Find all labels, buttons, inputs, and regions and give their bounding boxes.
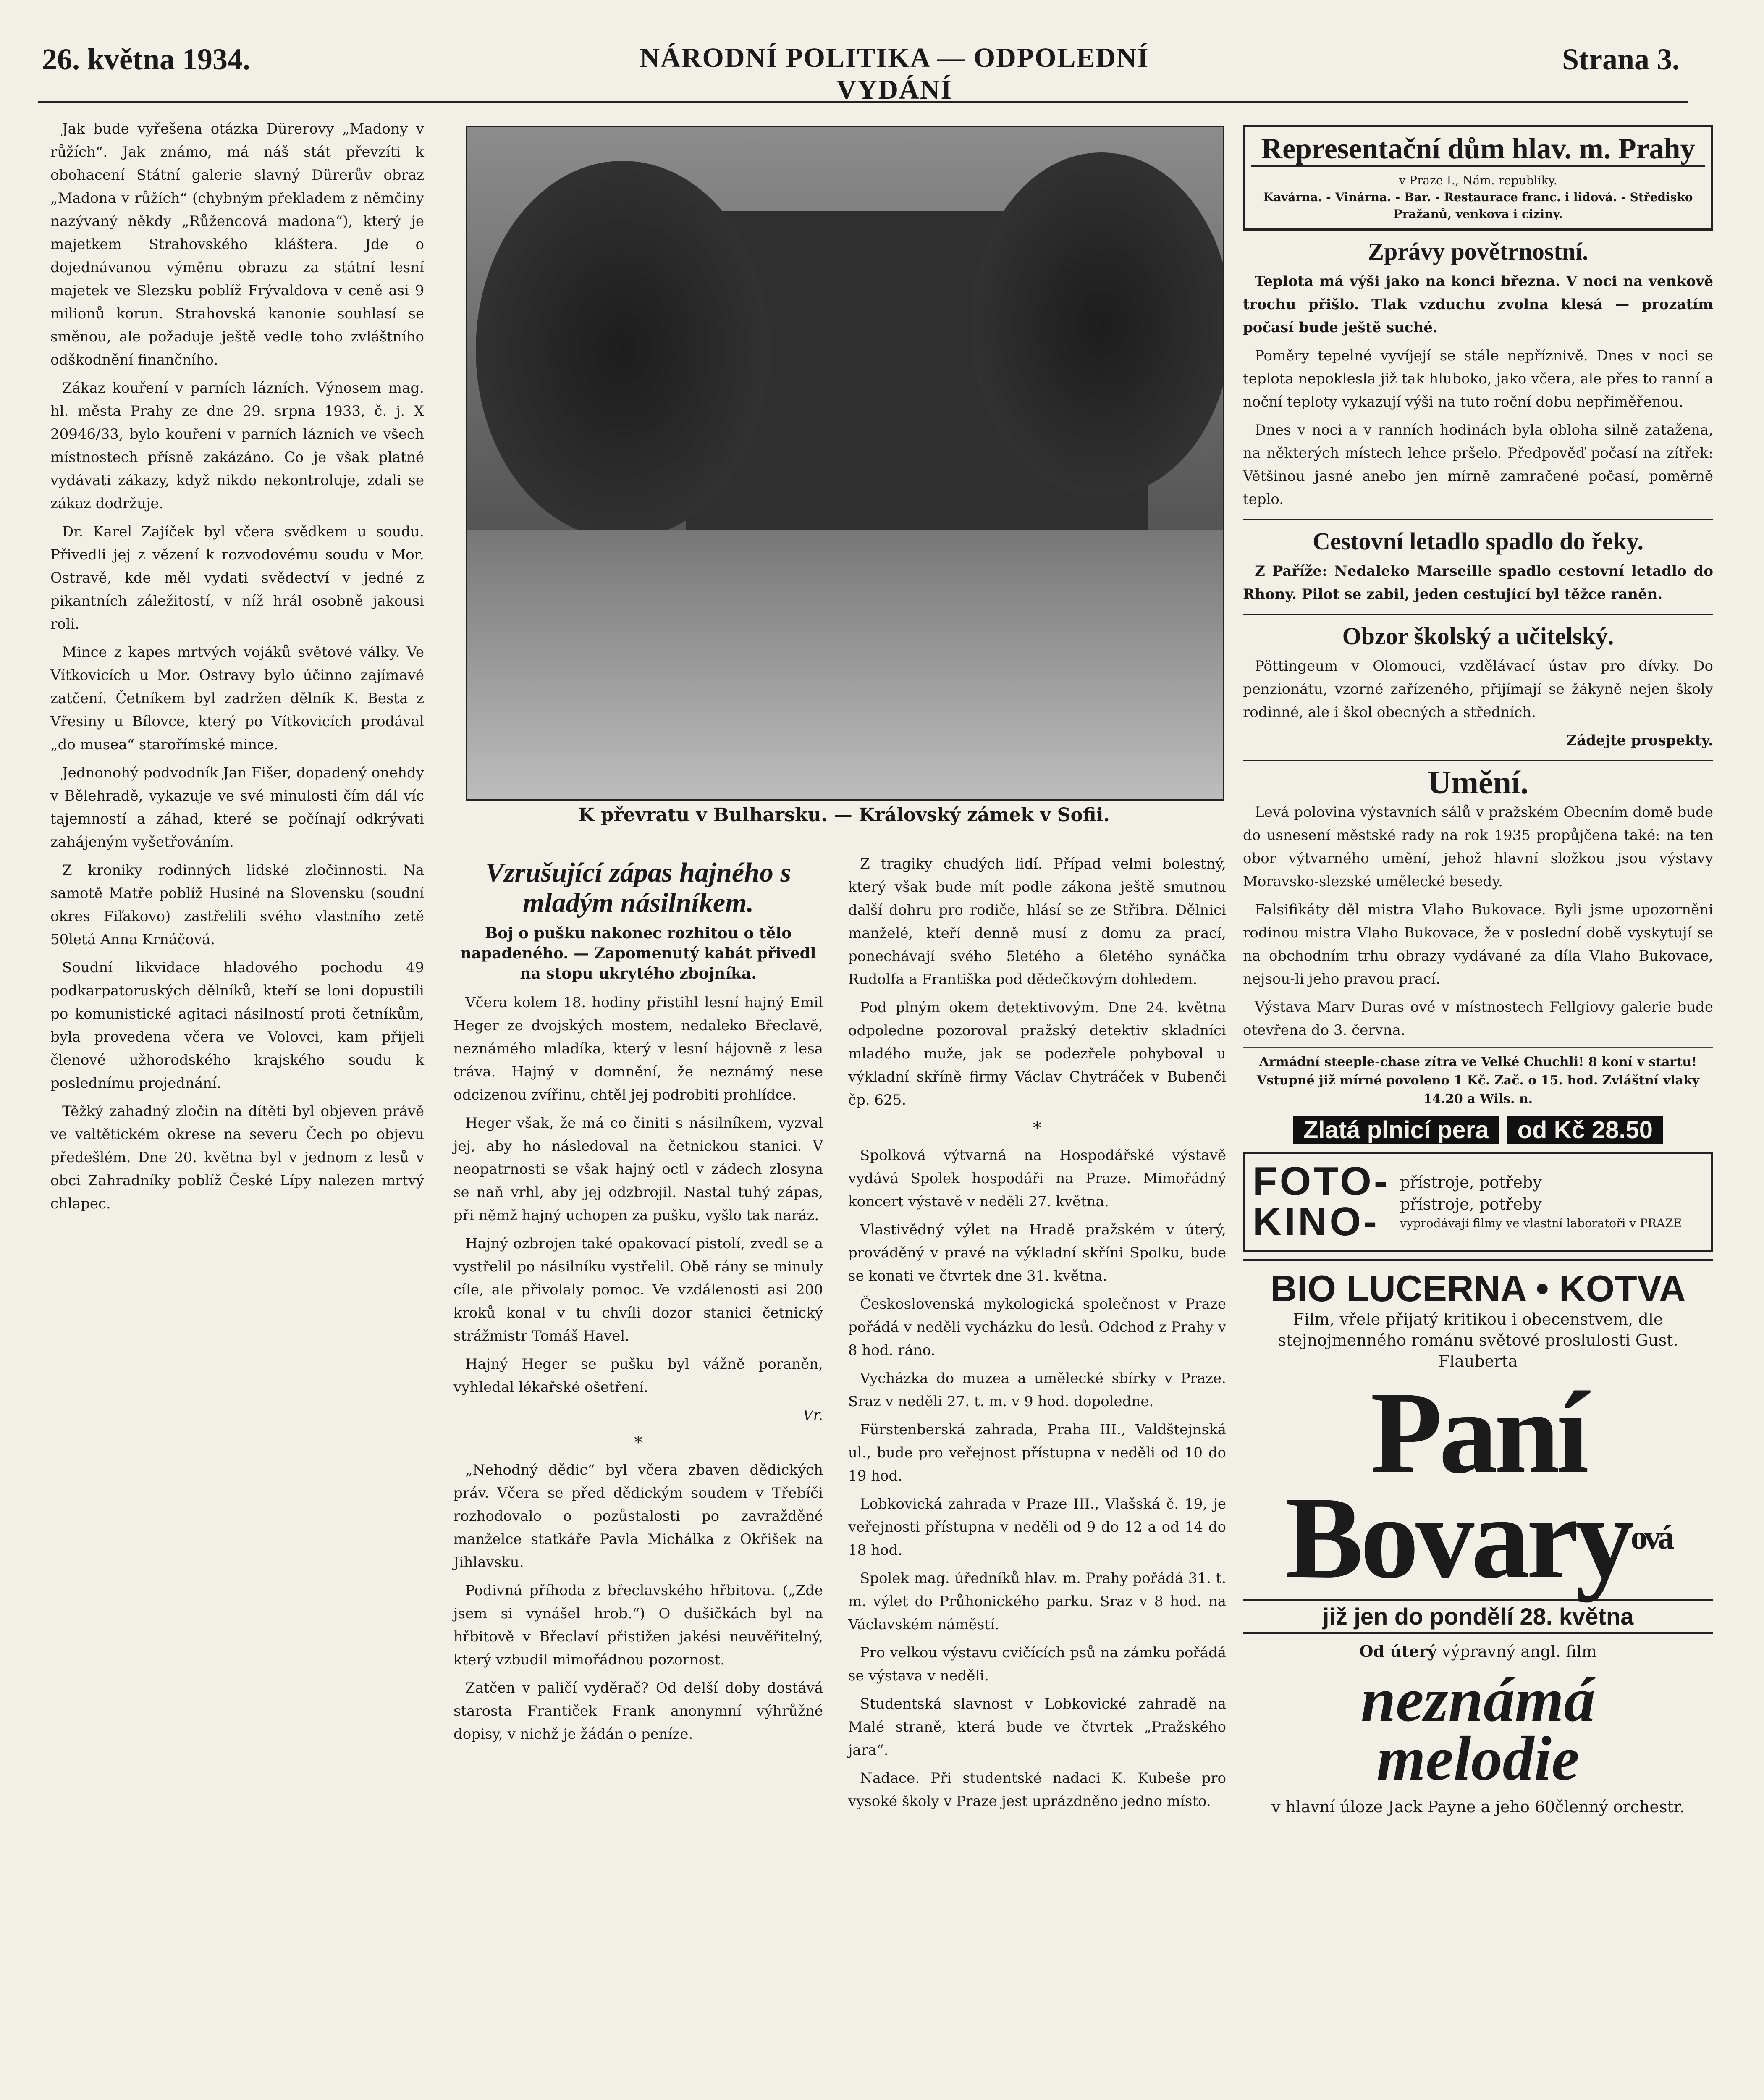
- issue-date: 26. května 1934.: [42, 42, 251, 76]
- photo-sofia-palace: [466, 126, 1224, 801]
- article-mince: Mince z kapes mrtvých vojáků světové války. Ve Vítkovicích u Mor. Ostravy bylo účinno zajímavé zatčení. Četníkem byl zadržen dělník K. Besta z Vřesiny u Bílovce, který po Vítkovicích prodával „do musea“ starořímské mince.: [50, 644, 424, 753]
- umeni-p1: Levá polovina výstavních sálů v pražském Obecním domě bude do usnesení městské rady na rok 1935 propůjčena také: na ten obor výtvarného umění, jehož hlavní složkou jsou výstavy Moravsko-slezské umělecké besedy.: [1243, 804, 1713, 890]
- notice-vytvarna: Spolková výtvarná na Hospodářské výstavě vydává Spolek hospodáři na Praze. Mimořádný koncert výstavě v neděli 27. května.: [848, 1147, 1226, 1210]
- ad-zlata-label: Zlatá plnicí pera: [1293, 1116, 1499, 1144]
- hajny-p4: Hajný Heger se pušku byl vážně poraněn, vyhledal lékařské ošetření.: [453, 1356, 823, 1396]
- ad-od-utery: Od úterý: [1359, 1642, 1437, 1661]
- photo-tree-left: [476, 161, 770, 539]
- notice-studenti: Studentská slavnost v Lobkovické zahradě na Malé straně, která bude ve čtvrtek „Pražského jara“.: [848, 1696, 1226, 1759]
- notice-furstenberg: Fürstenberská zahrada, Praha III., Valdštejnská ul., bude pro veřejnost přístupna v neděli od 10 do 19 hod.: [848, 1421, 1226, 1484]
- ad-bio-sub: Film, vřele přijatý kritikou i obecenstvem, dle stejnojmenného románu světové proslulosti Gust. Flauberta: [1278, 1310, 1678, 1370]
- bovary-suffix: ová: [1630, 1519, 1671, 1556]
- divider: [1243, 1259, 1713, 1261]
- photo-tree-right: [971, 152, 1224, 497]
- melodie-word2: melodie: [1376, 1724, 1580, 1793]
- weather-p1: Poměry tepelné vyvíjejí se stále nepříznivě. Dnes v noci se teplota nepoklesla již tak hluboko, jako včera, ale přes to ranní a noční teploty vykazují výši na tuto roční dobu nepřiměřenou.: [1243, 347, 1713, 410]
- notice-vylet: Vlastivědný výlet na Hradě pražském v úterý, prováděný v pravé na výkladní skříni Spolku, bude se konati ve čtvrtek dne 31. května.: [848, 1221, 1226, 1284]
- weather-lead: Teplota má výši jako na konci března. V noci na venkově trochu přišlo. Tlak vzduchu zvolna klesá — prozatím počasí bude ještě suché.: [1243, 273, 1713, 336]
- umeni-p2: Falsifikáty děl mistra Vlaho Bukovace. Byli jsme upozorněni rodinou mistra Vlaho Bukovace, že v poslední době vyskytují se na obchodním trhu obrazy vydávané za díla Vlaho Bukovace, nejsou-li jeho pravou prací.: [1243, 901, 1713, 987]
- letadlo-headline: Cestovní letadlo spadlo do řeky.: [1313, 528, 1643, 555]
- ad-representacni-dum: [1243, 125, 1713, 231]
- hajny-p2: Heger však, že má co činiti s násilníkem, vyzval jej, aby ho následoval na četnickou stanici. V neopatrnosti se však hajný octl v zádech zlosyna se naň vrhl, aby jej odzbrojil. Nastal tuhý zápas, při němž hajný uchopen za pušku, vyšlo tak naráz.: [453, 1115, 823, 1224]
- ad-kino-word: KINO-: [1253, 1199, 1379, 1244]
- photo-square: [467, 530, 1223, 799]
- article-hrbitov: Podivná příhoda z břeclavského hřbitova. („Zde jsem si vynášel hrob.“) O dušičkách byl na hřbitově v Břeclaví přistižen jakési neuvěřitelný, který vzbudil mimořádnou pozornost.: [453, 1582, 823, 1668]
- ad-zlata-pera: [1243, 1116, 1713, 1144]
- separator-star: *: [1033, 1118, 1041, 1138]
- paper-title: NÁRODNÍ POLITIKA — ODPOLEDNÍ VYDÁNÍ: [640, 42, 1149, 105]
- melodie-word1: neznámá: [1360, 1665, 1596, 1735]
- ad-od-utery-sub: výpravný angl. film: [1442, 1642, 1597, 1661]
- article-fiser: Jednonohý podvodník Jan Fišer, dopadený onehdy v Bělehradě, vykazuje ve své minulosti čím dál víc tajemností a záhad, které se počínají odkrývati zahájeným vyšetřováním.: [50, 764, 424, 850]
- signature: Vr.: [803, 1407, 823, 1424]
- page-number: Strana 3.: [1562, 42, 1680, 76]
- article-vyderac: Zatčen v paličí vyděrač? Od delší doby dostává starosta Frantiček Frank anonymní výhrůžné dopisy, v nichž je žádán o peníze.: [453, 1680, 823, 1743]
- umeni-headline: Umění.: [1427, 764, 1529, 801]
- article-durer: Jak bude vyřešena otázka Dürerovy „Madony v růžích“. Jak známo, má náš stát převzíti k obohacení Státní galerie slavný Dürerův obraz „Madona v růžích“ (chybným překladem z němčiny nazývaný někdy „Růžencová madona“), který je majetkem Strahovského kláštera. Jde o dojednávanou výměnu obrazu za státní lesní majetek ve Slezsku poblíž Frývaldova v ceně asi 9 milionů korun. Strahovská kanonie souhlasí se směnou, ale požaduje ještě vedle toho zvláštního odškodnění finančního.: [50, 121, 424, 368]
- article-zlocin: Těžký zahadný zločin na dítěti byl objeven právě ve valtětickém okrese na severu Čech po objevu předešlém. Dne 20. května byl v jednom z lesů v obci Zahradníky poblíž České Lípy nalezen mrtvý chlapec.: [50, 1103, 424, 1212]
- ad-zlata-price: od Kč 28.50: [1507, 1116, 1663, 1144]
- article-kronika: Z kroniky rodinných lidské zločinnosti. Na samotě Matře poblíž Husiné na Slovensku (soudní okres Fiľakovo) zastřelili svého vlastního zetě 50letá Anna Krnáčová.: [50, 862, 424, 948]
- notice-muzeum: Vycházka do muzea a umělecké sbírky v Praze. Sraz v neděli 27. t. m. v 9 hod. dopoledne.: [848, 1370, 1226, 1410]
- ad-foto-small: vyprodávají filmy ve vlastní laboratoři v PRAZE: [1400, 1216, 1682, 1230]
- notice-spolek: Spolek mag. úředníků hlav. m. Prahy pořádá 31. t. m. výlet do Průhonického parku. Sraz v 8 hod. na Václavském náměstí.: [848, 1570, 1226, 1633]
- ad-armadni: Armádní steeple-chase zítra ve Velké Chuchli! 8 koní v startu! Vstupné již mírné povoleno 1 Kč. Zač. o 15. hod. Zvláštní vlaky 14.20 a Wils. n.: [1256, 1055, 1700, 1106]
- photo-caption: K převratu v Bulharsku. — Královský zámek v Sofii.: [578, 804, 1110, 826]
- headline-hajny: Vzrušující zápas hajného s mladým násilníkem.: [485, 857, 792, 918]
- skola-headline: Obzor školský a učitelský.: [1342, 622, 1614, 650]
- ad-repres-address: v Praze I., Nám. republiky.: [1399, 173, 1557, 187]
- skola-text: Pöttingeum v Olomouci, vzdělávací ústav pro dívky. Do penzionátu, vzorné zařízeného, přijímají se žákyně nejen školy rodinné, ale i škol obecných a středních.: [1243, 658, 1713, 721]
- subhead-hajny: Boj o pušku nakonec rozhitou o tělo napadeného. — Zapomenutý kabát přivedl na stopu ukrytého zbojníka.: [460, 924, 816, 982]
- column-3: [848, 853, 1226, 1818]
- ad-repres-line: Kavárna. - Vinárna. - Bar. - Restaurace franc. i lidová. - Středisko Pražanů, venkova i ciziny.: [1263, 190, 1693, 221]
- separator-star: *: [634, 1433, 642, 1452]
- skola-note: Zádejte prospekty.: [1566, 732, 1713, 749]
- umeni-p3: Výstava Marv Duras ové v místnostech Fellgiovy galerie bude otevřena do 3. června.: [1243, 999, 1713, 1039]
- bovary-word2: Bovary: [1285, 1472, 1631, 1603]
- column-1: [50, 118, 424, 1221]
- ad-foto-side1: přístroje, potřeby: [1400, 1173, 1542, 1192]
- ad-bio-lucerna: BIO LUCERNA • KOTVA: [1270, 1268, 1686, 1309]
- ad-nezname-melodie: [1243, 1665, 1713, 1793]
- ad-cast: v hlavní úloze Jack Payne a jeho 60členný orchestr.: [1271, 1798, 1685, 1816]
- bovary-word1: Paní: [1370, 1367, 1586, 1498]
- weather-headline: Zprávy povětrnostní.: [1368, 238, 1588, 265]
- column-2: [453, 853, 823, 1751]
- ad-foto-side2: přístroje, potřeby: [1400, 1195, 1542, 1213]
- article-tragika: Z tragiky chudých lidí. Případ velmi bolestný, který však bude mít podle zákona ještě smutnou další dohru pro rodiče, hlásí se ze Střibra. Dělnici manželé, kteří denně musí z domu za prací, ponechávají svého 5letého a 6letého synáčka Rudolfa a Františka pod dědečkovým dohledem.: [848, 856, 1226, 988]
- article-lazne: Zákaz kouření v parních lázních. Výnosem mag. hl. města Prahy ze dne 29. srpna 1933, č. j. X 20946/33, bylo kouření v parních lázních ve všech místnostech přísně zakázáno. Co je však platné vydávati zákazy, když nikdo nekontroluje, zdali se zákaz dodržuje.: [50, 380, 424, 512]
- letadlo-text: Z Paříže: Nedaleko Marseille spadlo cestovní letadlo do Rhony. Pilot se zabil, jeden cestující byl těžce raněn.: [1243, 563, 1713, 603]
- ad-foto-word: FOTO-: [1253, 1159, 1390, 1204]
- ad-foto-kino: [1243, 1152, 1713, 1252]
- divider: [1243, 760, 1713, 761]
- article-zajicek: Dr. Karel Zajíček byl včera svědkem u soudu. Přivedli jej z vězení k rozvodovému soudu v Mor. Ostravě, kde měl vydati svědectví v jedné z pikantních záležitostí, v níž hrál osobně jakousi roli.: [50, 523, 424, 633]
- hajny-p3: Hajný ozbrojen také opakovací pistolí, zvedl se a vystřelil po násilníku vystřelil. Obě rány se minuly cíle, ale přivolaly pomoc. Ve vzdálenosti asi 200 kroků konal v tu chvíli dozor stanici četnický strážmistr Tomáš Havel.: [453, 1235, 823, 1344]
- notice-nadace: Nadace. Při studentské nadaci K. Kubeše pro vysoké školy v Praze jest uprázdněno jedno místo.: [848, 1770, 1226, 1810]
- notice-mykologie: Československá mykologická společnost v Praze pořádá v neděli vycházku do lesů. Odchod z Prahy v 8 hod. ráno.: [848, 1296, 1226, 1359]
- article-detektiv: Pod plným okem detektivovým. Dne 24. května odpoledne pozoroval pražský detektiv skladníci mladého muže, jak se podezřele pohyboval u výkladní skříně firmy Václav Chytráček v Bubenči čp. 625.: [848, 999, 1226, 1108]
- ad-repres-title: Representační dům hlav. m. Prahy: [1251, 133, 1705, 167]
- weather-p2: Dnes v noci a v ranních hodinách byla obloha silně zatažena, na některých místech lehce pršelo. Předpověď počasí na zítřek: Většinou jasné anebo jen mírně zamračené počasí, poměrně teplo.: [1243, 422, 1713, 508]
- divider: [1243, 519, 1713, 520]
- ad-pani-bovary: [1243, 1367, 1713, 1603]
- divider: [1243, 614, 1713, 615]
- article-dedic: „Nehodný dědic“ byl včera zbaven dědických práv. Včera se před dědickým soudem v Třebíči rozhodovalo o pozůstalosti po zavražděné manželce statkáře Pavla Michálka z Okřišek na Jihlavsku.: [453, 1462, 823, 1571]
- article-pochod: Soudní likvidace hladového pochodu 49 podkarpatoruských dělníků, kteří se loni dopustili po komunistické agitaci násilností proti četníkům, byla provedena včera ve Volovci, kam přijeli členové užhorodského krajského soudu k poslednímu projednání.: [50, 959, 424, 1092]
- column-4: [1243, 118, 1713, 1817]
- hajny-p1: Včera kolem 18. hodiny přistihl lesní hajný Emil Heger ze dvojských mostem, nedaleko Břeclavě, neznámého mladíka, který v lesní hájovně z lesa tráva. Hajný v domnění, že neznámý nese odcizenou zvířinu, chtěl jej podrobiti prohlídce.: [453, 994, 823, 1103]
- ad-jen-do: již jen do pondělí 28. května: [1243, 1599, 1713, 1634]
- notice-psi: Pro velkou výstavu cvičících psů na zámku pořádá se výstava v neděli.: [848, 1644, 1226, 1684]
- divider: [1243, 1047, 1713, 1048]
- notice-lobkovic: Lobkovická zahrada v Praze III., Vlašská č. 19, je veřejnosti přístupna v neděli od 9 do 12 a od 14 do 18 hod.: [848, 1496, 1226, 1559]
- masthead: [38, 38, 1688, 103]
